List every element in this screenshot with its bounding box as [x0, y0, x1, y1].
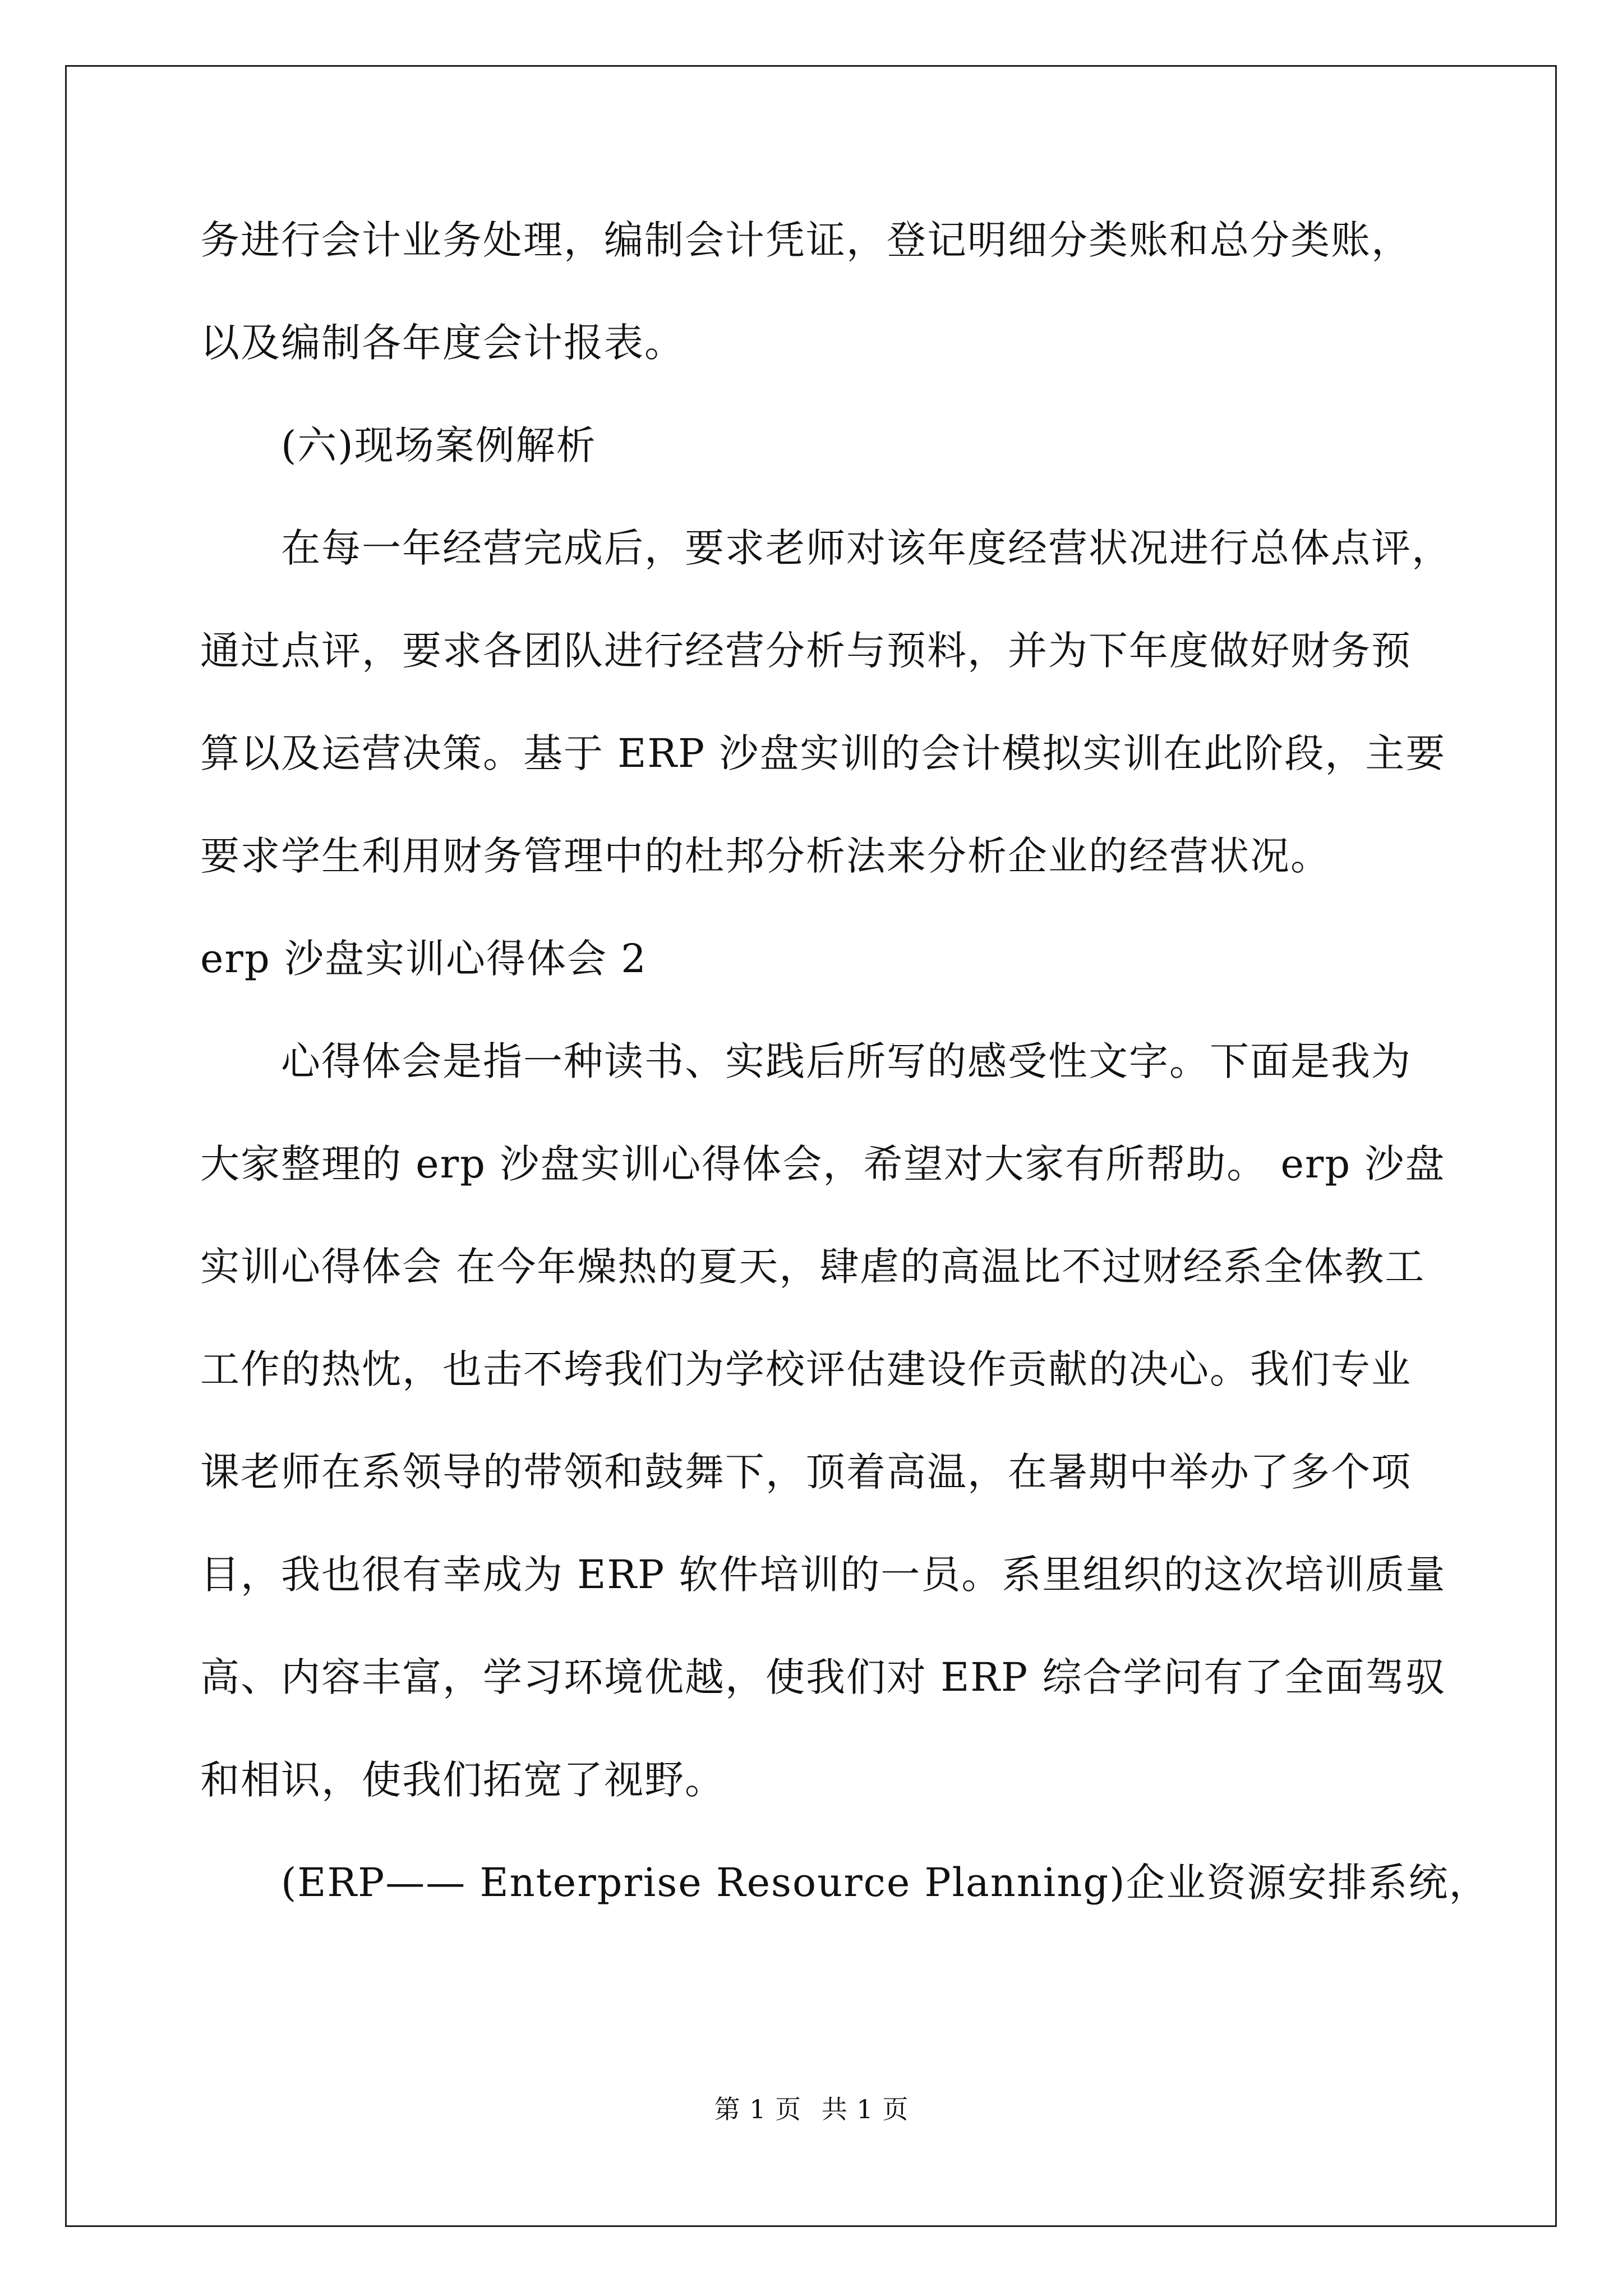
text-line: 和相识，使我们拓宽了视野。 — [200, 1757, 725, 1803]
text-line: 要求学生利用财务管理中的杜邦分析法来分析企业的经营状况。 — [200, 833, 1331, 879]
text-line: (ERP—— Enterprise Resource Planning)企业资源安排系统， — [281, 1860, 1490, 1906]
text-line: 高、内容丰富，学习环境优越，使我们对 ERP 综合学问有了全面驾驭 — [200, 1654, 1446, 1700]
text-line: 课老师在系领导的带领和鼓舞下，顶着高温，在暑期中举办了多个项 — [200, 1449, 1412, 1495]
page-number-current: 第 1 页 — [714, 2094, 802, 2124]
page-footer — [0, 2092, 1623, 2126]
text-line: 心得体会是指一种读书、实践后所写的感受性文字。下面是我为 — [281, 1038, 1412, 1084]
section-heading: (六)现场案例解析 — [281, 422, 597, 468]
text-line: 目，我也很有幸成为 ERP 软件培训的一员。系里组织的这次培训质量 — [200, 1552, 1446, 1598]
page-number-total: 共 1 页 — [821, 2094, 909, 2124]
text-line: 以及编制各年度会计报表。 — [200, 320, 685, 366]
text-line: 通过点评，要求各团队进行经营分析与预料，并为下年度做好财务预 — [200, 628, 1412, 674]
text-line: 大家整理的 erp 沙盘实训心得体会，希望对大家有所帮助。 erp 沙盘 — [200, 1141, 1446, 1187]
text-line: 算以及运营决策。基于 ERP 沙盘实训的会计模拟实训在此阶段，主要 — [200, 730, 1446, 776]
text-line: 工作的热忱，也击不垮我们为学校评估建设作贡献的决心。我们专业 — [200, 1346, 1412, 1392]
text-line: 实训心得体会 在今年燥热的夏天，肆虐的高温比不过财经系全体教工 — [200, 1244, 1426, 1290]
text-line: 在每一年经营完成后，要求老师对该年度经营状况进行总体点评， — [281, 525, 1452, 571]
article-title: erp 沙盘实训心得体会 2 — [200, 936, 647, 982]
text-line: 务进行会计业务处理，编制会计凭证，登记明细分类账和总分类账， — [200, 217, 1412, 263]
